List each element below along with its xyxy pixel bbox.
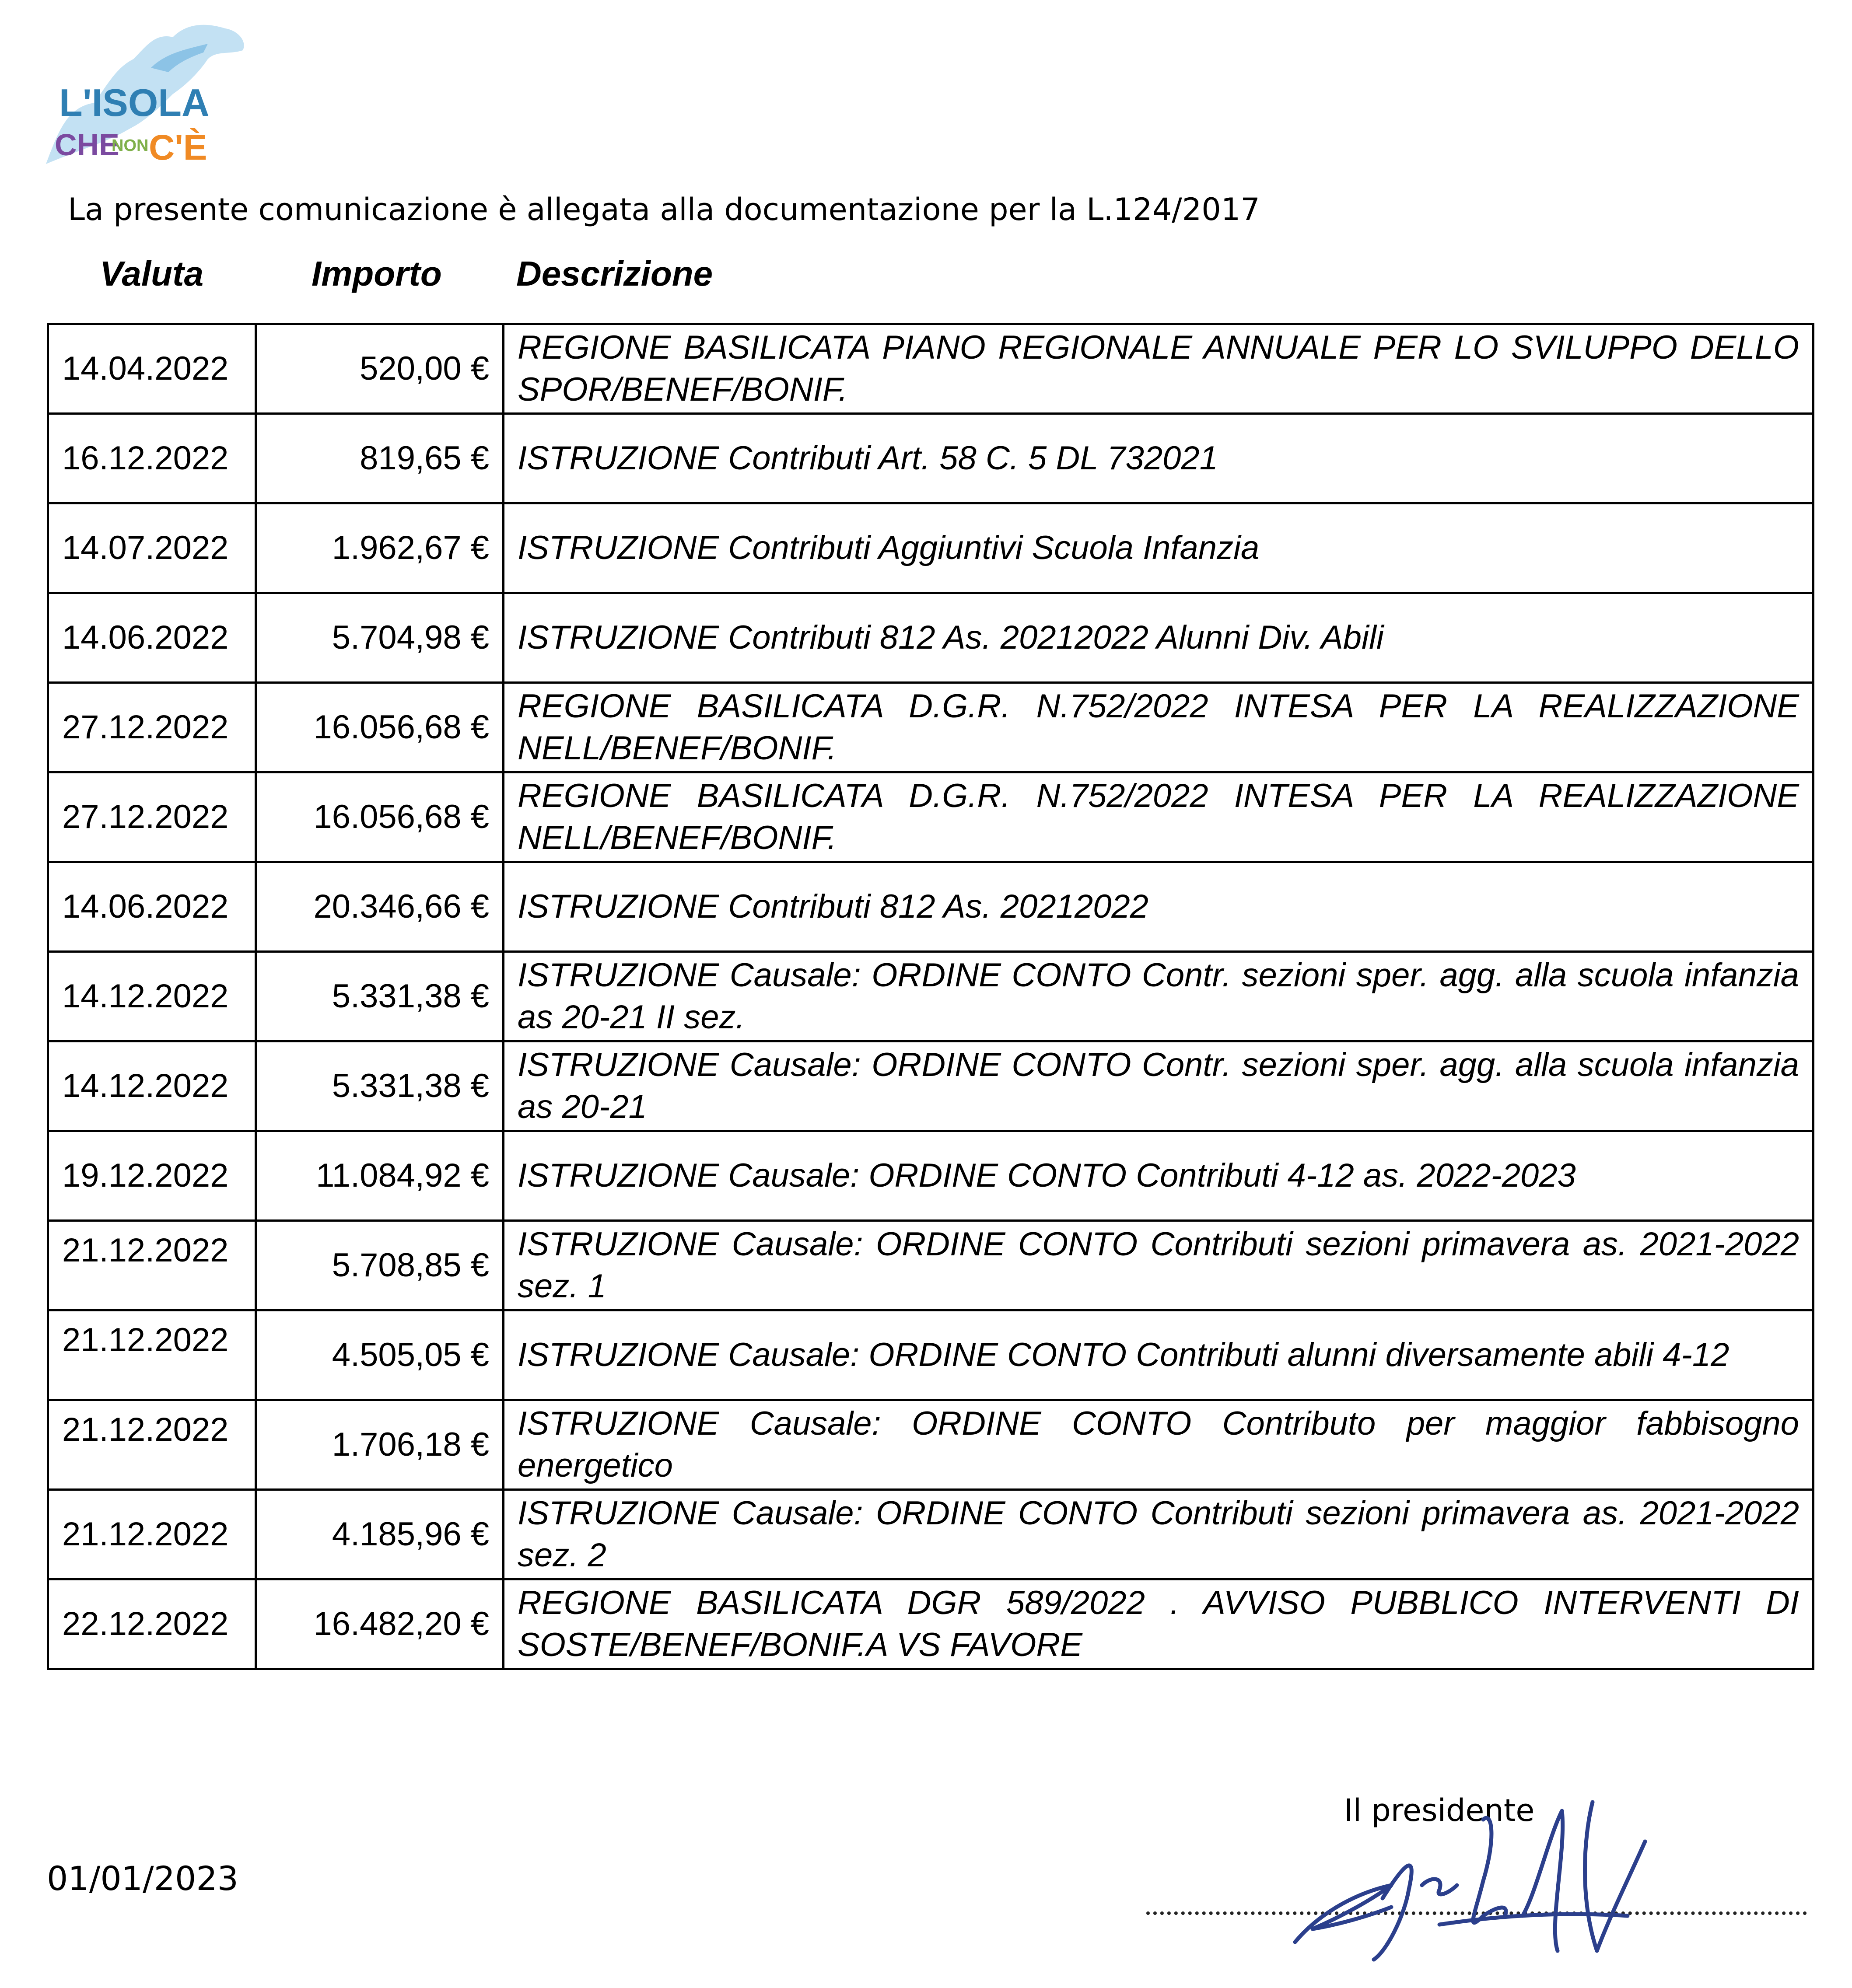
row-description: ISTRUZIONE Contributi Aggiuntivi Scuola Infanzia: [504, 503, 1813, 593]
row-date: 21.12.2022: [48, 1490, 256, 1579]
row-date: 14.07.2022: [48, 503, 256, 593]
row-description: ISTRUZIONE Contributi Art. 58 C. 5 DL 732021: [504, 414, 1813, 503]
row-amount: 20.346,66 €: [256, 862, 504, 952]
table-headers: [0, 254, 1852, 302]
row-description: REGIONE BASILICATA D.G.R. N.752/2022 INTESA PER LA REALIZZAZIONE NELL/BENEF/BONIF.: [504, 683, 1813, 772]
row-amount: 819,65 €: [256, 414, 504, 503]
table-row: [48, 593, 1813, 683]
row-amount: 16.056,68 €: [256, 772, 504, 862]
table-row: [48, 952, 1813, 1041]
row-date: 21.12.2022: [48, 1310, 256, 1400]
header-valuta: Valuta: [100, 254, 204, 293]
table-row: [48, 1490, 1813, 1579]
table-row: [48, 683, 1813, 772]
logo-line2-ce: C'È: [149, 128, 207, 168]
row-amount: 16.056,68 €: [256, 683, 504, 772]
row-description: ISTRUZIONE Contributi 812 As. 20212022 Alunni Div. Abili: [504, 593, 1813, 683]
document-date: 01/01/2023: [47, 1859, 239, 1898]
table-row: [48, 1131, 1813, 1221]
row-description: ISTRUZIONE Causale: ORDINE CONTO Contr. sezioni sper. agg. alla scuola infanzia as 20-21: [504, 1041, 1813, 1131]
row-date: 14.06.2022: [48, 862, 256, 952]
row-amount: 1.706,18 €: [256, 1400, 504, 1490]
logo-line2-non: NON: [112, 136, 149, 155]
row-description: ISTRUZIONE Causale: ORDINE CONTO Contributi alunni diversamente abili 4-12: [504, 1310, 1813, 1400]
table-row: [48, 772, 1813, 862]
row-date: 21.12.2022: [48, 1400, 256, 1490]
table-row: [48, 503, 1813, 593]
row-amount: 4.185,96 €: [256, 1490, 504, 1579]
logo-line2-che: CHE: [55, 128, 119, 162]
row-amount: 5.331,38 €: [256, 952, 504, 1041]
signer-label: Il presidente: [1344, 1792, 1535, 1828]
row-description: ISTRUZIONE Causale: ORDINE CONTO Contributi sezioni primavera as. 2021-2022 sez. 2: [504, 1490, 1813, 1579]
organization-logo: [42, 20, 260, 177]
row-description: ISTRUZIONE Causale: ORDINE CONTO Contr. sezioni sper. agg. alla scuola infanzia as 20-21 II sez.: [504, 952, 1813, 1041]
table-row: [48, 862, 1813, 952]
logo-line1: L'ISOLA: [59, 81, 210, 124]
table-row: [48, 1221, 1813, 1310]
table-row: [48, 414, 1813, 503]
row-date: 27.12.2022: [48, 772, 256, 862]
header-descrizione: Descrizione: [516, 254, 713, 293]
row-amount: 5.331,38 €: [256, 1041, 504, 1131]
row-date: 14.06.2022: [48, 593, 256, 683]
table-row: [48, 1041, 1813, 1131]
header-importo: Importo: [312, 254, 442, 293]
row-date: 27.12.2022: [48, 683, 256, 772]
row-amount: 11.084,92 €: [256, 1131, 504, 1221]
table-row: [48, 1579, 1813, 1669]
row-amount: 16.482,20 €: [256, 1579, 504, 1669]
table-row: [48, 324, 1813, 414]
row-date: 14.12.2022: [48, 952, 256, 1041]
row-amount: 5.704,98 €: [256, 593, 504, 683]
row-date: 14.12.2022: [48, 1041, 256, 1131]
row-amount: 5.708,85 €: [256, 1221, 504, 1310]
row-description: REGIONE BASILICATA DGR 589/2022 . AVVISO PUBBLICO INTERVENTI DI SOSTE/BENEF/BONIF.A VS FAVORE: [504, 1579, 1813, 1669]
handwritten-signature-icon: [1278, 1785, 1698, 1968]
intro-text: La presente comunicazione è allegata alla documentazione per la L.124/2017: [68, 192, 1260, 227]
table-row: [48, 1400, 1813, 1490]
row-description: REGIONE BASILICATA D.G.R. N.752/2022 INTESA PER LA REALIZZAZIONE NELL/BENEF/BONIF.: [504, 772, 1813, 862]
row-date: 21.12.2022: [48, 1221, 256, 1310]
row-date: 22.12.2022: [48, 1579, 256, 1669]
table-row: [48, 1310, 1813, 1400]
row-date: 14.04.2022: [48, 324, 256, 414]
movements-table: [47, 323, 1814, 1670]
row-date: 16.12.2022: [48, 414, 256, 503]
row-description: ISTRUZIONE Contributi 812 As. 20212022: [504, 862, 1813, 952]
row-amount: 1.962,67 €: [256, 503, 504, 593]
row-description: REGIONE BASILICATA PIANO REGIONALE ANNUALE PER LO SVILUPPO DELLO SPOR/BENEF/BONIF.: [504, 324, 1813, 414]
row-description: ISTRUZIONE Causale: ORDINE CONTO Contributi sezioni primavera as. 2021-2022 sez. 1: [504, 1221, 1813, 1310]
row-amount: 520,00 €: [256, 324, 504, 414]
row-date: 19.12.2022: [48, 1131, 256, 1221]
row-description: ISTRUZIONE Causale: ORDINE CONTO Contributi 4-12 as. 2022-2023: [504, 1131, 1813, 1221]
row-amount: 4.505,05 €: [256, 1310, 504, 1400]
row-description: ISTRUZIONE Causale: ORDINE CONTO Contributo per maggior fabbisogno energetico: [504, 1400, 1813, 1490]
